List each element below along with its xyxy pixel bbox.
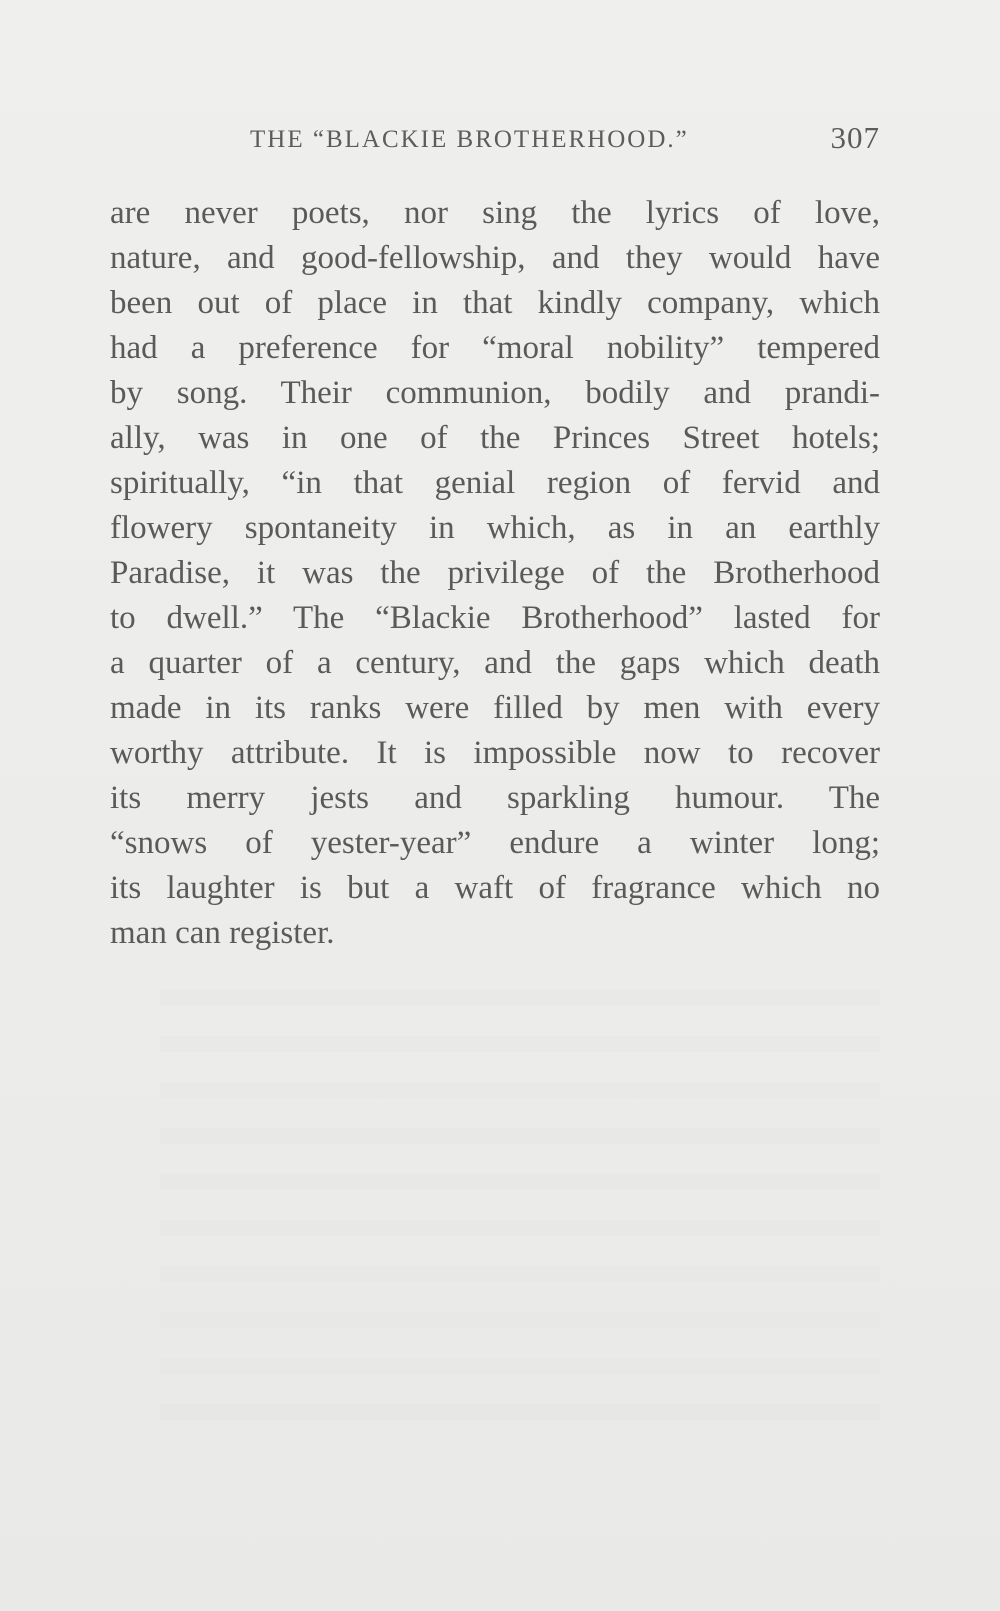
- text-line-15: “snows of yester-year” endure a winter long;: [110, 825, 880, 861]
- text-line-6: ally, was in one of the Princes Street hotels;: [110, 420, 880, 456]
- text-line-7: spiritually, “in that genial region of fervid and: [110, 465, 880, 501]
- running-head: [110, 120, 880, 160]
- text-line-14: its merry jests and sparkling humour. The: [110, 780, 880, 816]
- text-line-10: to dwell.” The “Blackie Brotherhood” lasted for: [110, 600, 880, 636]
- text-line-13: worthy attribute. It is impossible now to recover: [110, 735, 880, 771]
- body-text: [110, 190, 880, 990]
- text-line-1: are never poets, nor sing the lyrics of love,: [110, 195, 880, 231]
- text-line-12: made in its ranks were filled by men with every: [110, 690, 880, 726]
- bleed-through-shadow: [160, 960, 880, 1430]
- text-line-8: flowery spontaneity in which, as in an earthly: [110, 510, 880, 546]
- running-title: THE “BLACKIE BROTHERHOOD.”: [250, 126, 689, 153]
- text-line-2: nature, and good-fellowship, and they would have: [110, 240, 880, 276]
- text-line-3: been out of place in that kindly company, which: [110, 285, 880, 321]
- text-line-5: by song. Their communion, bodily and prandi-: [110, 375, 880, 411]
- text-line-4: had a preference for “moral nobility” tempered: [110, 330, 880, 366]
- text-line-9: Paradise, it was the privilege of the Brotherhood: [110, 555, 880, 591]
- text-line-16: its laughter is but a waft of fragrance which no: [110, 870, 880, 906]
- text-line-11: a quarter of a century, and the gaps which death: [110, 645, 880, 681]
- page-number: 307: [830, 120, 880, 155]
- text-line-17: man can register.: [110, 915, 335, 951]
